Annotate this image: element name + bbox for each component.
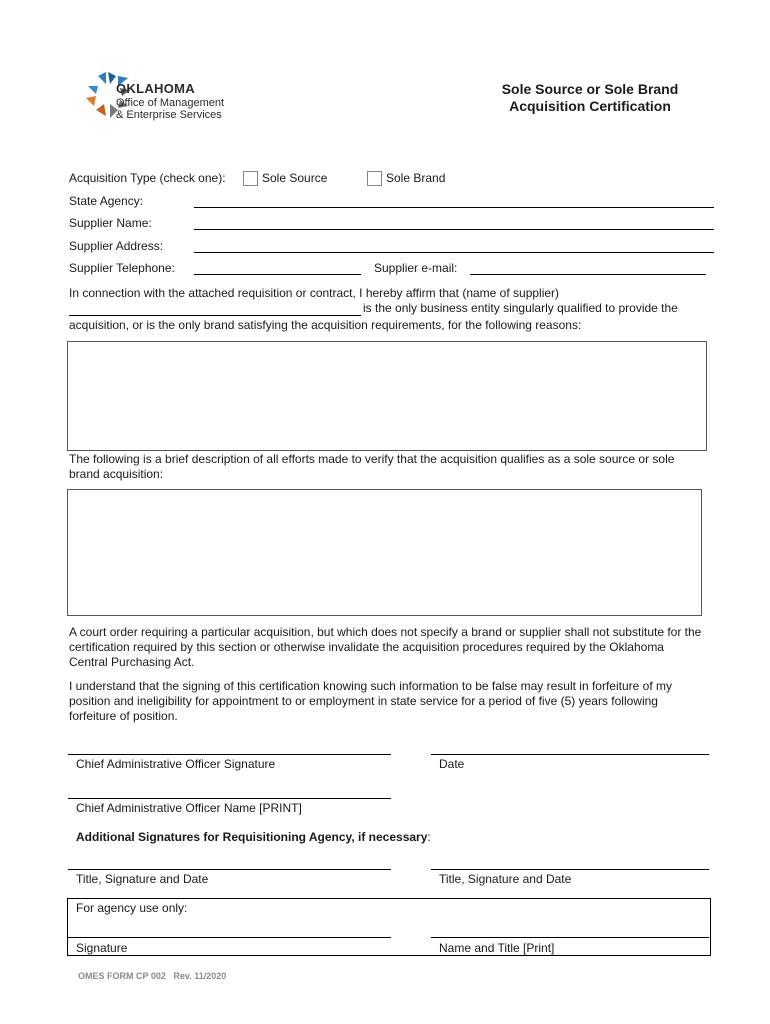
statement-line3: acquisition, or is the only brand satisfying the acquisition requirements, for the following reasons: [69, 318, 582, 332]
state-agency-field[interactable] [194, 207, 714, 208]
sole-source-checkbox[interactable] [243, 171, 258, 186]
additional-signatures-heading [76, 830, 431, 845]
supplier-email-label: Supplier e-mail: [374, 261, 458, 275]
additional-signature-left-field[interactable] [68, 869, 391, 870]
supplier-affirm-name-field[interactable] [69, 315, 361, 316]
omes-logo [84, 70, 274, 125]
understanding-paragraph: I understand that the signing of this certification knowing such information to be false may result in forfeiture of my position and ineligibility for appointment to or employment in state service for a period of five (5) years following forfeiture of position. [69, 679, 672, 723]
sole-brand-checkbox[interactable] [367, 171, 382, 186]
efforts-textarea[interactable] [67, 489, 702, 616]
title-line1: Sole Source or Sole Brand [501, 81, 679, 97]
agency-name-title-label: Name and Title [Print] [439, 941, 555, 955]
sole-brand-label: Sole Brand [386, 171, 446, 185]
efforts-description: The following is a brief description of all efforts made to verify that the acquisition qualifies as a sole source or sole brand acquisition: [69, 452, 675, 481]
cao-signature-label: Chief Administrative Officer Signature [76, 757, 276, 771]
agency-signature-label: Signature [76, 941, 128, 955]
title-signature-date-left-label: Title, Signature and Date [76, 872, 209, 886]
form-footer [78, 969, 226, 984]
statement-line1: In connection with the attached requisition or contract, I hereby affirm that (name of supplier) [69, 286, 560, 300]
date-label: Date [439, 757, 465, 771]
state-agency-label: State Agency: [69, 194, 144, 208]
logo-office-line1: Office of Management [116, 97, 225, 109]
supplier-telephone-field[interactable] [194, 274, 361, 275]
form-id: OMES FORM CP 002 [78, 971, 166, 981]
cao-name-field[interactable] [68, 798, 391, 799]
court-order-paragraph: A court order requiring a particular acquisition, but which does not specify a brand or supplier shall not substitute for the certification required by this section or otherwise invalidate the acquisition procedures required by the Oklahoma Central Purchasing Act. [69, 625, 702, 669]
additional-heading-colon: : [427, 830, 431, 844]
agency-name-title-field[interactable] [431, 937, 709, 938]
reasons-textarea[interactable] [67, 341, 707, 451]
logo-office-line2: & Enterprise Services [116, 109, 222, 121]
statement-line2: is the only business entity singularly qualified to provide the [363, 301, 678, 315]
date-field[interactable] [431, 754, 709, 755]
title-signature-date-right-label: Title, Signature and Date [439, 872, 572, 886]
agency-use-label: For agency use only: [76, 901, 188, 915]
agency-signature-field[interactable] [68, 937, 391, 938]
cao-name-label: Chief Administrative Officer Name [PRINT] [76, 801, 302, 815]
additional-signature-right-field[interactable] [431, 869, 709, 870]
additional-heading-text: Additional Signatures for Requisitioning Agency, if necessary [76, 830, 428, 844]
supplier-name-label: Supplier Name: [69, 216, 152, 230]
sole-source-label: Sole Source [262, 171, 328, 185]
logo-state-name: OKLAHOMA [116, 81, 195, 96]
supplier-email-field[interactable] [470, 274, 706, 275]
supplier-address-field[interactable] [194, 252, 714, 253]
supplier-name-field[interactable] [194, 229, 714, 230]
cao-signature-field[interactable] [68, 754, 391, 755]
title-line2: Acquisition Certification [509, 98, 671, 114]
document-title [470, 81, 710, 115]
acquisition-type-label: Acquisition Type (check one): [69, 171, 226, 185]
form-revision: Rev. 11/2020 [173, 971, 227, 981]
supplier-telephone-label: Supplier Telephone: [69, 261, 175, 275]
supplier-address-label: Supplier Address: [69, 239, 164, 253]
